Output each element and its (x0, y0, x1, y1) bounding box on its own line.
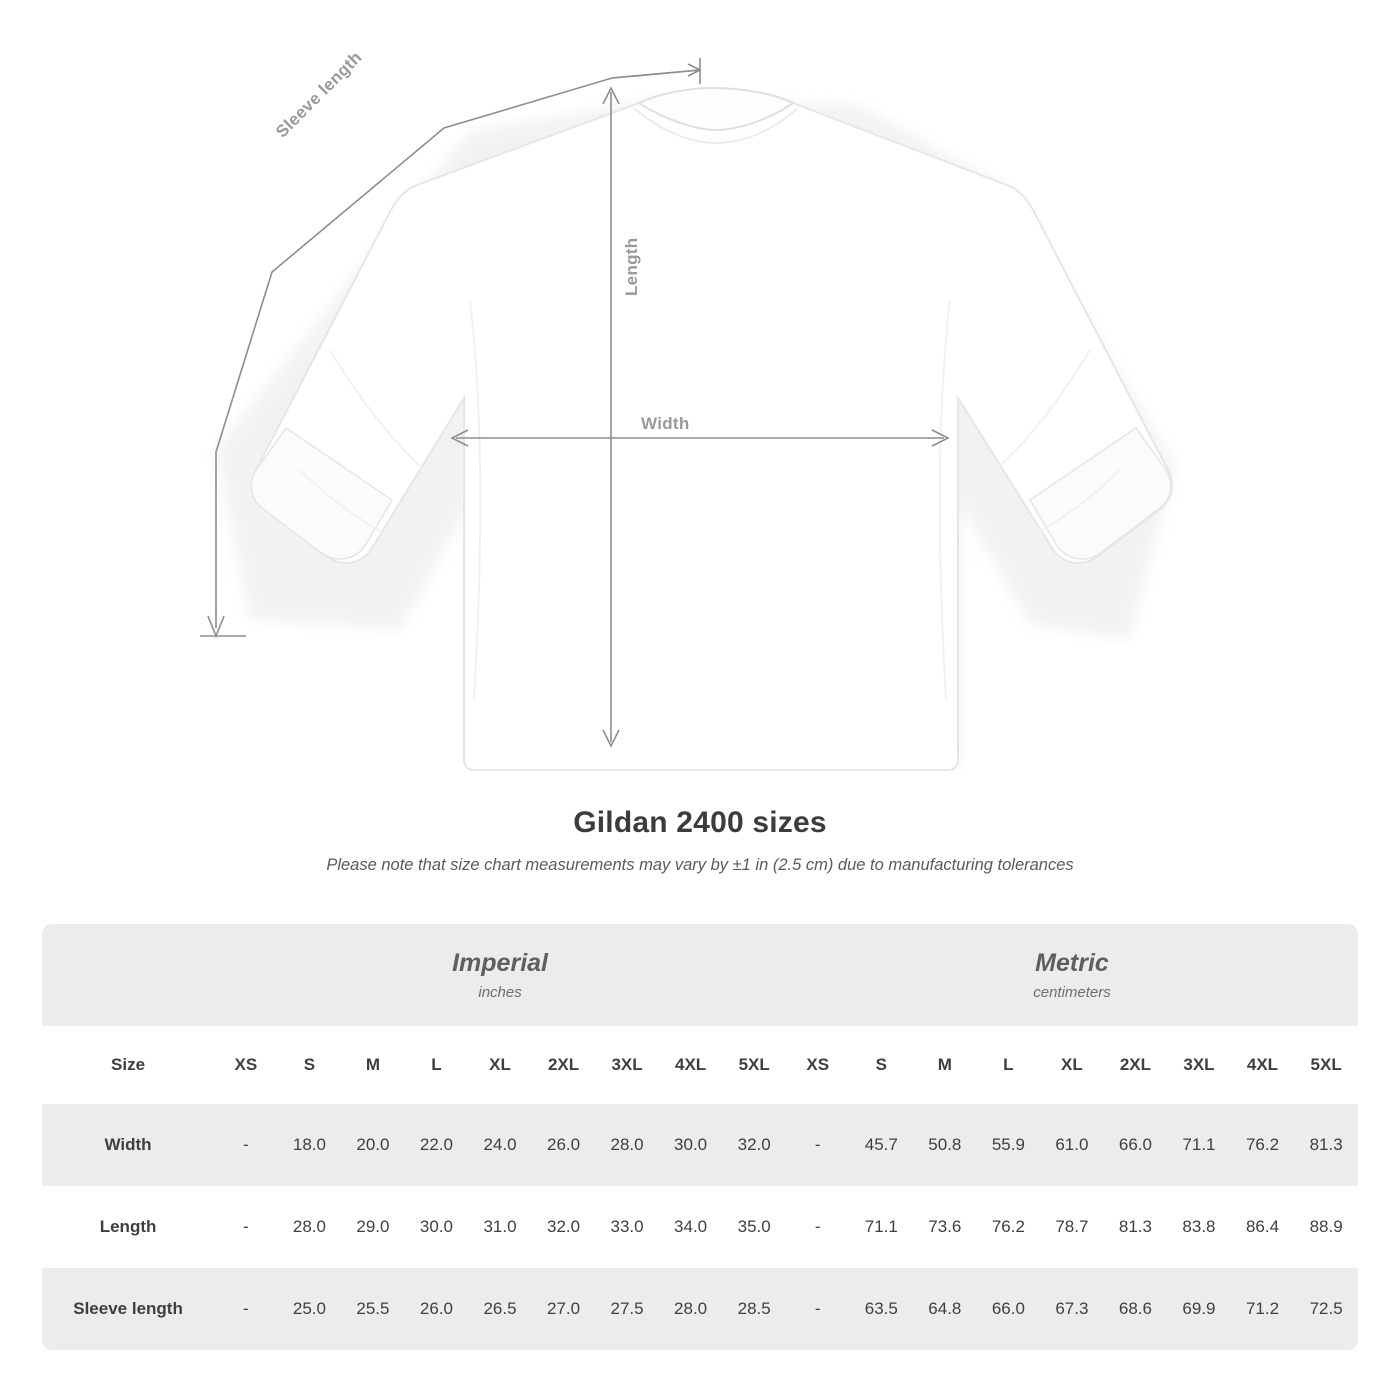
size-col-imperial-xs: XS (214, 1026, 278, 1104)
size-col-metric-2xl: 2XL (1104, 1026, 1168, 1104)
cell-sleeve-metric-5xl: 72.5 (1294, 1268, 1358, 1350)
cell-width-metric-m: 50.8 (913, 1104, 977, 1186)
cell-width-metric-l: 55.9 (977, 1104, 1041, 1186)
cell-width-imperial-4xl: 30.0 (659, 1104, 723, 1186)
size-col-imperial-2xl: 2XL (532, 1026, 596, 1104)
unit-group-imperial-sub: inches (478, 984, 522, 1001)
cell-sleeve-metric-s: 63.5 (850, 1268, 914, 1350)
cell-sleeve-imperial-3xl: 27.5 (595, 1268, 659, 1350)
cell-width-imperial-2xl: 26.0 (532, 1104, 596, 1186)
unit-group-imperial (214, 924, 786, 1026)
size-col-imperial-3xl: 3XL (595, 1026, 659, 1104)
cell-width-metric-xl: 61.0 (1040, 1104, 1104, 1186)
sleeve-length-label: Sleeve length (272, 47, 366, 142)
cell-sleeve-metric-2xl: 68.6 (1104, 1268, 1168, 1350)
width-label: Width (641, 414, 690, 433)
cell-width-metric-xs: - (786, 1104, 850, 1186)
cell-width-imperial-xl: 24.0 (468, 1104, 532, 1186)
table-row (42, 1104, 1358, 1186)
cell-sleeve-metric-4xl: 71.2 (1231, 1268, 1295, 1350)
row-label-length: Length (42, 1186, 214, 1268)
cell-width-metric-4xl: 76.2 (1231, 1104, 1295, 1186)
cell-width-metric-5xl: 81.3 (1294, 1104, 1358, 1186)
size-col-imperial-5xl: 5XL (722, 1026, 786, 1104)
cell-sleeve-metric-m: 64.8 (913, 1268, 977, 1350)
measurement-tolerance-note: Please note that size chart measurements may vary by ±1 in (2.5 cm) due to manufacturing tolerances (326, 856, 1074, 874)
cell-width-imperial-m: 20.0 (341, 1104, 405, 1186)
size-chart-table (42, 924, 1358, 1350)
size-col-metric-xl: XL (1040, 1026, 1104, 1104)
cell-length-metric-5xl: 88.9 (1294, 1186, 1358, 1268)
row-label-sleeve-length: Sleeve length (42, 1268, 214, 1350)
garment-shape (251, 88, 1172, 770)
size-chart-table-wrap (42, 924, 1358, 1350)
size-col-imperial-xl: XL (468, 1026, 532, 1104)
cell-sleeve-imperial-m: 25.5 (341, 1268, 405, 1350)
unit-group-metric (786, 924, 1358, 1026)
cell-width-imperial-l: 22.0 (405, 1104, 469, 1186)
table-row (42, 1186, 1358, 1268)
size-col-imperial-s: S (278, 1026, 342, 1104)
cell-length-imperial-xs: - (214, 1186, 278, 1268)
size-col-imperial-m: M (341, 1026, 405, 1104)
size-header-cell: Size (42, 1026, 214, 1104)
unit-group-metric-name: Metric (1035, 949, 1109, 977)
size-col-imperial-4xl: 4XL (659, 1026, 723, 1104)
cell-sleeve-metric-xl: 67.3 (1040, 1268, 1104, 1350)
cell-width-imperial-s: 18.0 (278, 1104, 342, 1186)
unit-group-metric-sub: centimeters (1033, 984, 1111, 1001)
unit-group-imperial-name: Imperial (452, 949, 548, 977)
cell-sleeve-metric-l: 66.0 (977, 1268, 1041, 1350)
cell-length-imperial-l: 30.0 (405, 1186, 469, 1268)
cell-length-imperial-2xl: 32.0 (532, 1186, 596, 1268)
cell-width-imperial-xs: - (214, 1104, 278, 1186)
size-col-metric-xs: XS (786, 1026, 850, 1104)
unit-group-spacer (42, 924, 214, 1026)
cell-length-imperial-s: 28.0 (278, 1186, 342, 1268)
size-col-metric-l: L (977, 1026, 1041, 1104)
cell-length-imperial-5xl: 35.0 (722, 1186, 786, 1268)
size-header-row (42, 1026, 1358, 1104)
cell-length-metric-3xl: 83.8 (1167, 1186, 1231, 1268)
size-col-metric-3xl: 3XL (1167, 1026, 1231, 1104)
size-col-metric-m: M (913, 1026, 977, 1104)
page-title: Gildan 2400 sizes (573, 806, 827, 839)
cell-length-metric-xs: - (786, 1186, 850, 1268)
cell-sleeve-imperial-2xl: 27.0 (532, 1268, 596, 1350)
cell-width-metric-s: 45.7 (850, 1104, 914, 1186)
row-label-width: Width (42, 1104, 214, 1186)
cell-width-metric-3xl: 71.1 (1167, 1104, 1231, 1186)
cell-width-metric-2xl: 66.0 (1104, 1104, 1168, 1186)
size-col-metric-4xl: 4XL (1231, 1026, 1295, 1104)
cell-length-metric-xl: 78.7 (1040, 1186, 1104, 1268)
cell-sleeve-imperial-xs: - (214, 1268, 278, 1350)
cell-width-imperial-5xl: 32.0 (722, 1104, 786, 1186)
cell-length-imperial-3xl: 33.0 (595, 1186, 659, 1268)
cell-width-imperial-3xl: 28.0 (595, 1104, 659, 1186)
cell-length-metric-4xl: 86.4 (1231, 1186, 1295, 1268)
cell-sleeve-metric-xs: - (786, 1268, 850, 1350)
cell-length-imperial-xl: 31.0 (468, 1186, 532, 1268)
cell-length-metric-l: 76.2 (977, 1186, 1041, 1268)
cell-sleeve-imperial-s: 25.0 (278, 1268, 342, 1350)
unit-group-header-row (42, 924, 1358, 1026)
size-col-imperial-l: L (405, 1026, 469, 1104)
cell-sleeve-imperial-5xl: 28.5 (722, 1268, 786, 1350)
table-row (42, 1268, 1358, 1350)
length-label: Length (622, 237, 641, 296)
cell-length-metric-2xl: 81.3 (1104, 1186, 1168, 1268)
cell-length-imperial-m: 29.0 (341, 1186, 405, 1268)
cell-sleeve-metric-3xl: 69.9 (1167, 1268, 1231, 1350)
cell-sleeve-imperial-xl: 26.5 (468, 1268, 532, 1350)
cell-length-imperial-4xl: 34.0 (659, 1186, 723, 1268)
cell-sleeve-imperial-l: 26.0 (405, 1268, 469, 1350)
cell-length-metric-m: 73.6 (913, 1186, 977, 1268)
size-col-metric-s: S (850, 1026, 914, 1104)
size-col-metric-5xl: 5XL (1294, 1026, 1358, 1104)
cell-length-metric-s: 71.1 (850, 1186, 914, 1268)
cell-sleeve-imperial-4xl: 28.0 (659, 1268, 723, 1350)
